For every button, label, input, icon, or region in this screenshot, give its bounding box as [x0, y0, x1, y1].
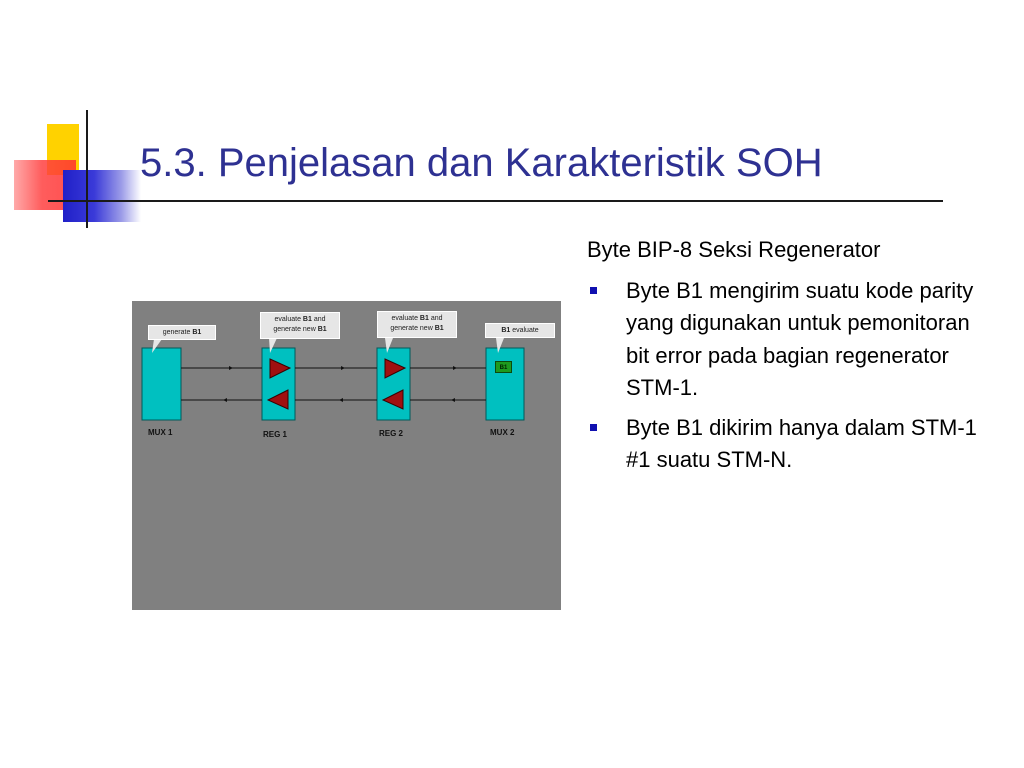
forward-arrowhead-2	[341, 366, 345, 370]
callout-bold: B1	[434, 325, 444, 332]
mux2-label: MUX 2	[490, 428, 515, 437]
forward-arrowhead-3	[453, 366, 457, 370]
callout-bold: B1	[317, 326, 327, 333]
callout-line	[263, 315, 337, 325]
decor-blue-bar	[63, 170, 141, 222]
content-text	[587, 234, 997, 484]
callout-mux2	[485, 323, 555, 338]
bullet-text: Byte B1 dikirim hanya dalam STM-1 #1 suatu STM-N.	[626, 414, 977, 472]
callout-bold: B1	[302, 316, 312, 323]
callout-text: evaluate	[510, 327, 539, 334]
title-underline	[48, 200, 943, 202]
callout-line	[380, 324, 454, 334]
bullet-text: Byte B1 mengirim suatu kode parity yang digunakan untuk pemonitoran bit error pada bagian regenerator STM-1.	[626, 277, 974, 400]
callout-bold: B1	[419, 315, 429, 322]
callout-text: generate	[162, 329, 193, 336]
mux1-node	[142, 348, 181, 420]
mux1-label: MUX 1	[148, 428, 173, 437]
reg2-label: REG 2	[379, 429, 404, 438]
return-arrowhead-2	[339, 398, 343, 402]
callout-text: evaluate	[274, 316, 303, 323]
callout-text: and	[428, 315, 443, 322]
diagram-graphics	[132, 301, 561, 610]
callout-text: evaluate	[391, 315, 420, 322]
b1-indicator: B1	[495, 361, 512, 373]
bullet-item	[587, 275, 997, 405]
callout-line	[380, 314, 454, 324]
slide-title: 5.3. Penjelasan dan Karakteristik SOH	[140, 141, 823, 185]
reg1-node	[262, 348, 295, 420]
callout-mux1	[148, 325, 216, 340]
return-arrowhead-1	[223, 398, 227, 402]
callout-bold: B1	[501, 327, 511, 334]
callout-bold: B1	[192, 329, 202, 336]
reg1-label: REG 1	[263, 430, 288, 439]
callout-text: and	[311, 316, 326, 323]
square-bullet-icon	[590, 287, 597, 294]
callout-line	[263, 325, 337, 335]
b1-diagram	[132, 301, 561, 610]
bullet-item	[587, 412, 997, 477]
content-subtitle: Byte BIP-8 Seksi Regenerator	[587, 237, 881, 262]
callout-text: generate new	[390, 325, 435, 332]
forward-arrowhead-1	[229, 366, 233, 370]
callout-text: generate new	[273, 326, 318, 333]
callout-reg1	[260, 312, 340, 339]
callout-reg2	[377, 311, 457, 338]
mux2-node	[486, 348, 524, 420]
square-bullet-icon	[590, 424, 597, 431]
reg2-node	[377, 348, 410, 420]
return-arrowhead-3	[451, 398, 455, 402]
bullet-list	[587, 275, 997, 477]
decor-vertical-line	[86, 110, 88, 228]
